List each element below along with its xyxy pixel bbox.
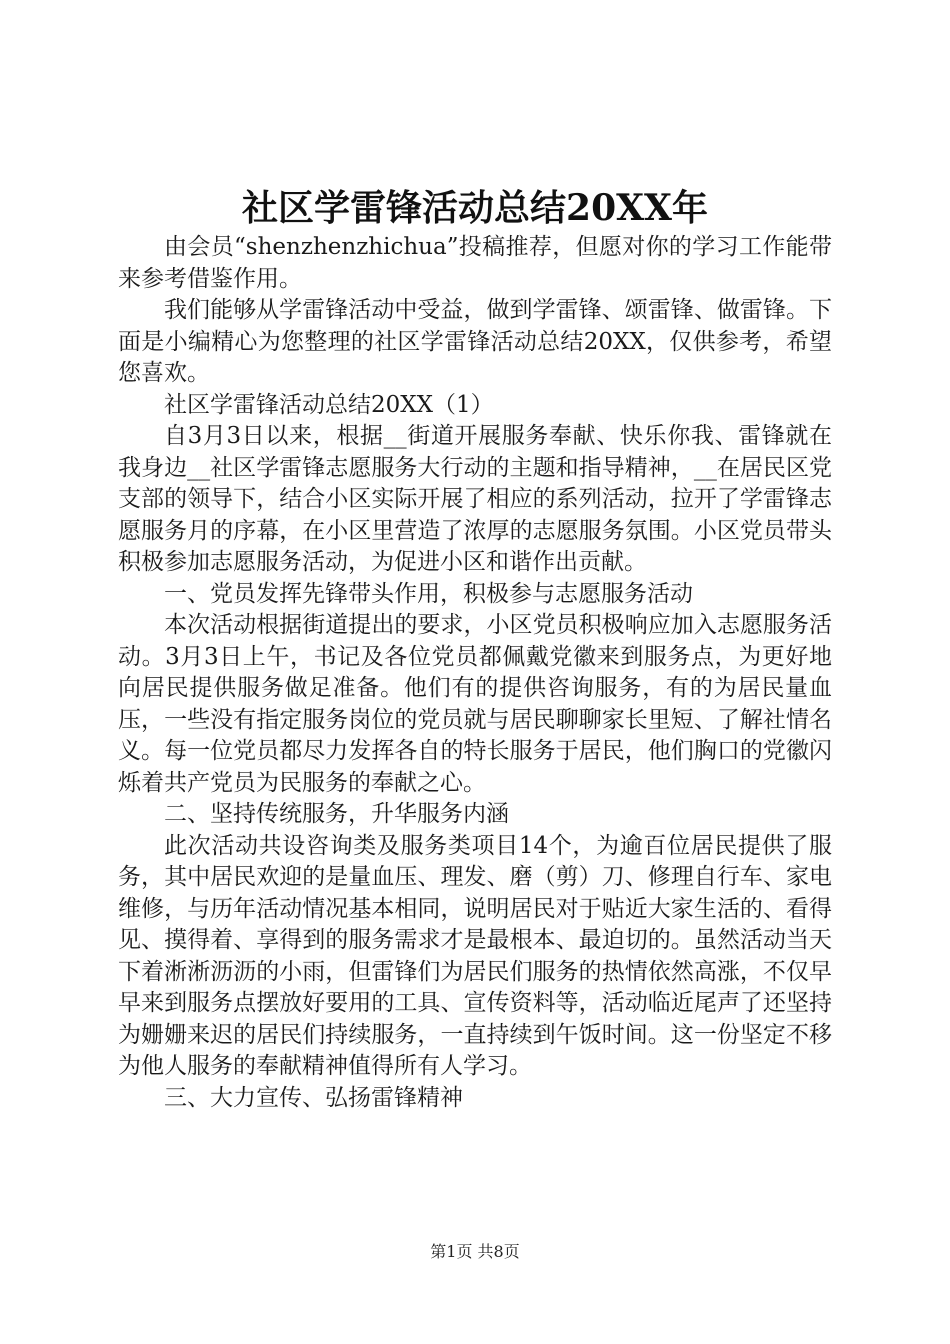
document-body bbox=[118, 232, 832, 1114]
paragraph-intro: 由会员“shenzhenzhichua”投稿推荐，但愿对你的学习工作能带来参考借鉴作用。 bbox=[118, 234, 832, 292]
subheading-2: 二、坚持传统服务，升华服务内涵 bbox=[164, 801, 509, 827]
page-number-footer: 第1页 共8页 bbox=[430, 1242, 520, 1261]
document-title: 社区学雷锋活动总结20XX年 bbox=[242, 187, 708, 229]
paragraph: 此次活动共设咨询类及服务类项目14个，为逾百位居民提供了服务，其中居民欢迎的是量血压、理发、磨（剪）刀、修理自行车、家电维修，与历年活动情况基本相同，说明居民对于贴近大家生活的、看得见、摸得着、享得到的服务需求才是最根本、最迫切的。虽然活动当天下着淅淅沥沥的小雨，但雷锋们为居民们服务的热情依然高涨，不仅早早来到服务点摆放好要用的工具、宣传资料等，活动临近尾声了还坚持为姗姗来迟的居民们持续服务，一直持续到午饭时间。这一份坚定不移为他人服务的奉献精神值得所有人学习。 bbox=[118, 832, 832, 1079]
paragraph: 本次活动根据街道提出的要求，小区党员积极响应加入志愿服务活动。3月3日上午，书记及各位党员都佩戴党徽来到服务点，为更好地向居民提供服务做足准备。他们有的提供咨询服务，有的为居民量血压，一些没有指定服务岗位的党员就与居民聊聊家长里短、了解社情名义。每一位党员都尽力发挥各自的特长服务于居民，他们胸口的党徽闪烁着共产党员为民服务的奉献之心。 bbox=[118, 612, 832, 796]
subheading-3: 三、大力宣传、弘扬雷锋精神 bbox=[164, 1084, 463, 1111]
subheading-1: 一、党员发挥先锋带头作用，积极参与志愿服务活动 bbox=[164, 580, 693, 607]
paragraph: 自3月3日以来，根据__街道开展服务奉献、快乐你我、雷锋就在我身边__社区学雷锋志愿服务大行动的主题和指导精神，__在居民区党支部的领导下，结合小区实际开展了相应的系列活动，拉开了学雷锋志愿服务月的序幕，在小区里营造了浓厚的志愿服务氛围。小区党员带头积极参加志愿服务活动，为促进小区和谐作出贡献。 bbox=[118, 423, 832, 575]
paragraph-lead: 我们能够从学雷锋活动中受益，做到学雷锋、颂雷锋、做雷锋。下面是小编精心为您整理的社区学雷锋活动总结20XX，仅供参考，希望您喜欢。 bbox=[118, 297, 832, 386]
section-heading-1: 社区学雷锋活动总结20XX（1） bbox=[164, 391, 494, 418]
